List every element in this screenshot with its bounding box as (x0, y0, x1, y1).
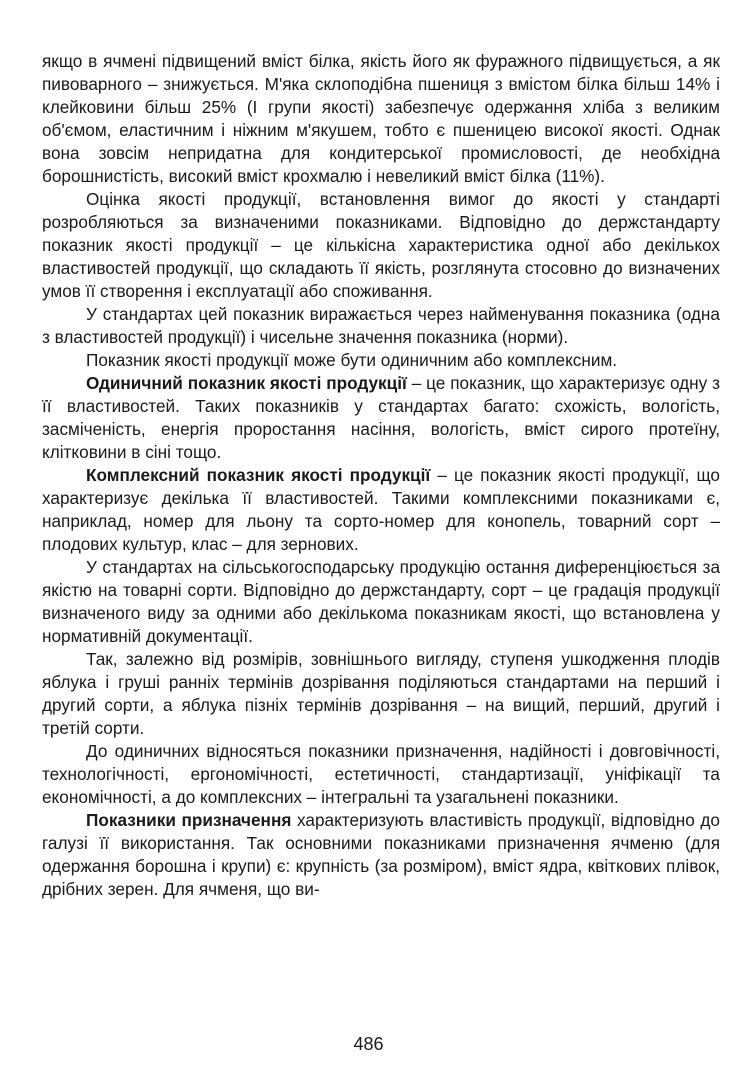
paragraph-3 (42, 303, 720, 349)
paragraph-1-text: якщо в ячмені підвищений вміст білка, якість його як фуражного підвищується, а як пивоварного – знижується. М'яка склоподібна пшениця з вмістом білка більш 14% і клейковини більш 25% (І групи якості) забезпечує одержання хліба з великим об'ємом, еластичним і ніжним м'якушем, тобто є пшеницею високої якості. Однак вона зовсім непридатна для кондитерської промисловості, де необхідна борошнистість, високий вміст крохмалю і невеликий вміст білка (11%). (42, 51, 720, 186)
paragraph-7-text: У стандартах на сільськогосподарську продукцію остання диференціюється за якістю на товарні сорти. Відповідно до держстандарту, сорт – це градація продукції визначеного виду за одними або декількома показникам якості, що встановлена у нормативній документації. (42, 557, 720, 646)
paragraph-6 (42, 464, 720, 556)
term-complex-indicator: Комплексний показник якості продукції (86, 465, 431, 485)
paragraph-9-text: До одиничних відносяться показники призначення, надійності і довговічності, технологічності, ергономічності, естетичності, стандартизації, уніфікації та економічності, а до комплексних – інтегральні та узагальнені показники. (42, 741, 720, 807)
paragraph-1 (42, 50, 720, 188)
paragraph-8-text: Так, залежно від розмірів, зовнішнього вигляду, ступеня ушкодження плодів яблука і груші ранніх термінів дозрівання поділяються стандартами на перший і другий сорти, а яблука пізніх термінів дозрівання – на вищий, перший, другий і третій сорти. (42, 649, 720, 738)
page-number: 486 (353, 1034, 384, 1054)
paragraph-7 (42, 556, 720, 648)
paragraph-4-text: Показник якості продукції може бути одиничним або комплексним. (86, 350, 618, 370)
term-single-indicator: Одиничний показник якості продукції (86, 373, 407, 393)
paragraph-10-text: характеризують властивість продукції, відповідно до галузі її використання. Так основними показниками призначення ячменю (для одержання борошна і крупи) є: крупність (за розміром), вміст ядра, квіткових плівок, дрібних зерен. Для ячменя, що ви- (42, 810, 720, 899)
paragraph-5-text: – це показник, що характеризує одну з її властивостей. Таких показників у стандартах багато: схожість, вологість, засміченість, енергія проростання насіння, вологість, вміст сирого протеїну, клітковини в сіні тощо. (42, 373, 721, 462)
paragraph-10 (42, 809, 720, 901)
paragraph-2 (42, 188, 720, 303)
paragraph-6-text: – це показник якості продукції, що характеризує декілька її властивостей. Такими комплексними показниками є, наприклад, номер для льону та сорто-номер для конопель, товарний сорт – плодових культур, клас – для зернових. (42, 465, 720, 554)
paragraph-4 (42, 349, 720, 372)
page-body (42, 50, 720, 901)
paragraph-5 (42, 372, 720, 464)
paragraph-9 (42, 740, 720, 809)
paragraph-8 (42, 648, 720, 740)
paragraph-2-text: Оцінка якості продукції, встановлення вимог до якості у стандарті розробляються за визначеними показниками. Відповідно до держстандарту показник якості продукції – це кількісна характеристика одної або декількох властивостей продукції, що складають її якість, розглянута стосовно до визначених умов її створення і експлуатації або споживання. (42, 189, 720, 301)
term-purpose-indicators: Показники призначення (86, 810, 292, 830)
paragraph-3-text: У стандартах цей показник виражається через найменування показника (одна з властивостей продукції) і чисельне значення показника (норми). (42, 304, 720, 347)
